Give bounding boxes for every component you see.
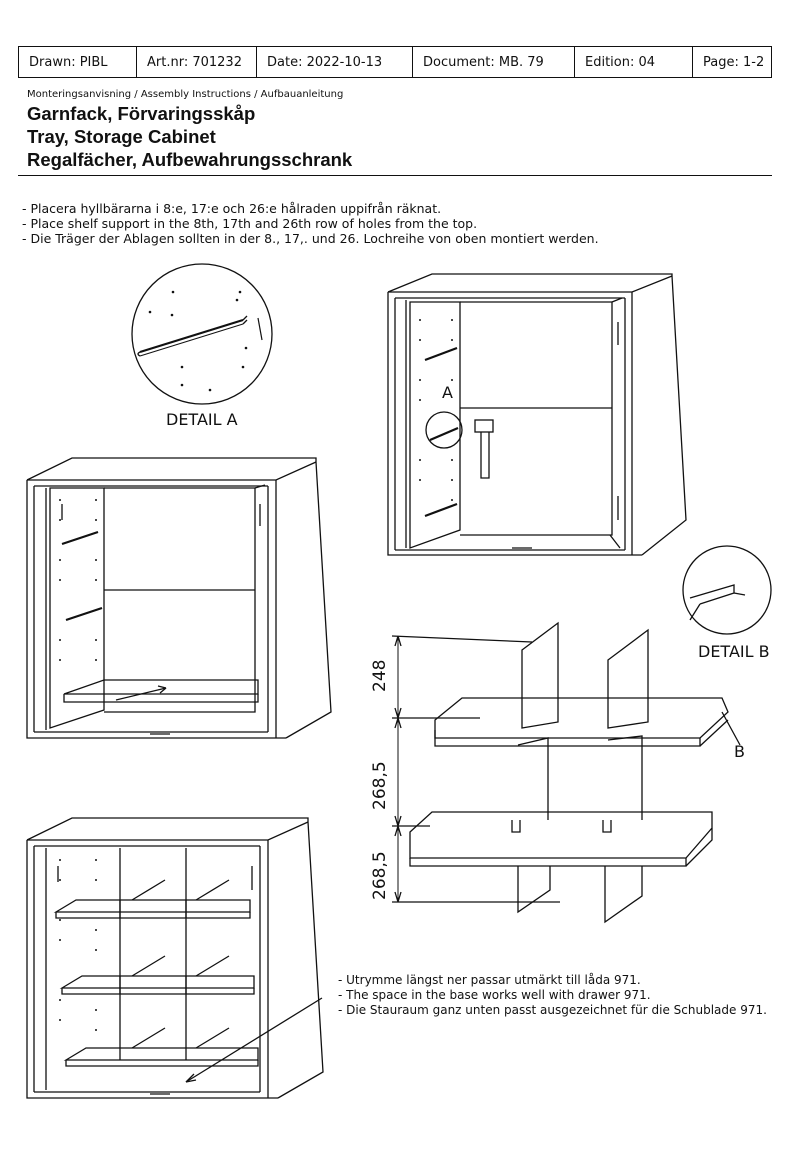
title-de: Regalfächer, Aufbewahrungsschrank [27, 149, 353, 170]
note-en: - The space in the base works well with drawer 971. [338, 988, 651, 1002]
cabinet-compartments-illustration [27, 818, 323, 1098]
instruction-en: - Place shelf support in the 8th, 17th and 26th row of holes from the top. [22, 216, 478, 231]
date-cell: Date: 2022-10-13 [257, 47, 413, 77]
shelf-assembly-illustration [392, 623, 740, 922]
detail-b-illustration [683, 546, 771, 634]
detail-a-label: DETAIL A [166, 410, 238, 429]
page-cell: Page: 1-2 [703, 54, 765, 70]
dimension-268-5-upper: 268,5 [370, 761, 390, 810]
detail-b-label: DETAIL B [698, 642, 770, 661]
cabinet-shelf-support-illustration [388, 274, 686, 555]
dimension-268-5-lower: 268,5 [370, 851, 390, 900]
drawn-cell: Drawn: PIBL [19, 47, 137, 77]
instruction-sv: - Placera hyllbärarna i 8:e, 17:e och 26:e hålraden uppifrån räknat. [22, 201, 442, 216]
detail-a-illustration [132, 264, 272, 404]
cabinet-shelf-install-illustration [27, 458, 331, 738]
instruction-de: - Die Träger der Ablagen sollten in der 8., 17,. und 26. Lochreihe von oben montiert werden. [22, 231, 599, 246]
title-en: Tray, Storage Cabinet [27, 126, 216, 147]
drawer-note [338, 973, 767, 1018]
subtitle: Monteringsanvisning / Assembly Instructions / Aufbauanleitung [27, 89, 344, 100]
note-sv: - Utrymme längst ner passar utmärkt till låda 971. [338, 973, 641, 987]
note-de: - Die Stauraum ganz unten passt ausgezeichnet für die Schublade 971. [338, 1003, 767, 1017]
dimension-248: 248 [370, 659, 390, 692]
artnr-cell: Art.nr: 701232 [137, 47, 257, 77]
title-sv: Garnfack, Förvaringsskåp [27, 103, 256, 124]
document-cell: Document: MB. 79 [413, 47, 575, 77]
marker-a-label: A [442, 383, 453, 402]
edition-cell: Edition: 04 [575, 47, 693, 77]
marker-b-label: B [734, 742, 745, 761]
